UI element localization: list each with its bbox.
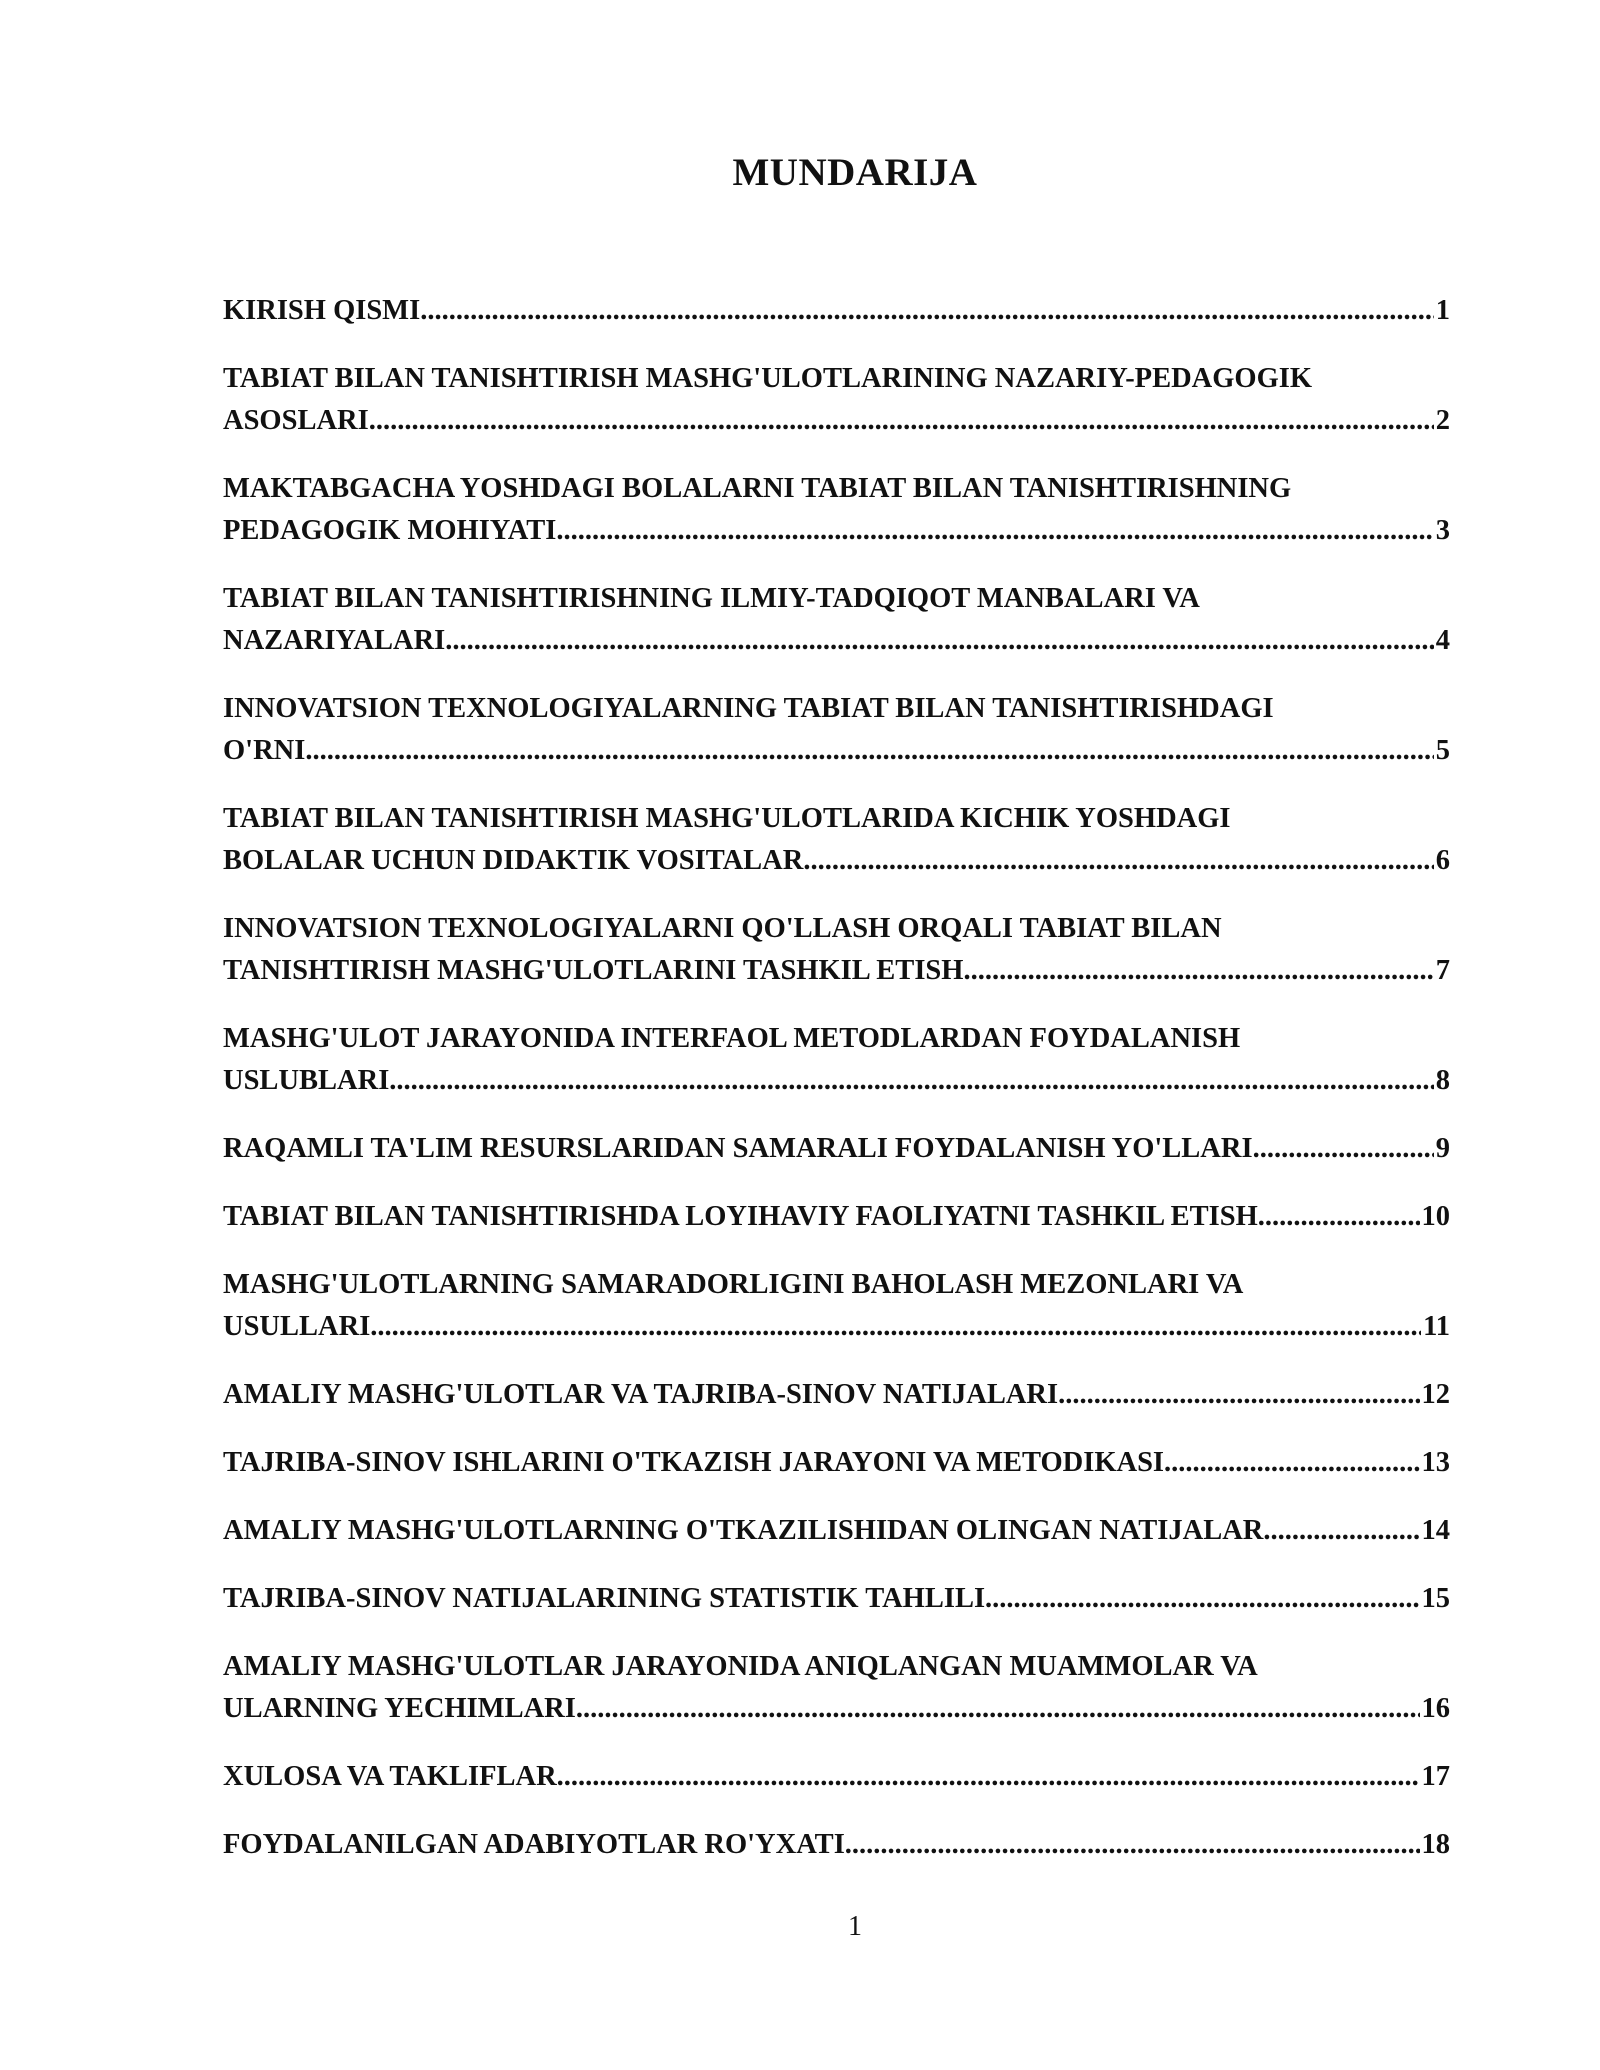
toc-entry <box>223 1374 1450 1416</box>
toc-entry-last-line <box>223 1578 1450 1620</box>
toc-page-number: 17 <box>1421 1761 1450 1792</box>
toc-entry-last-line <box>223 1306 1450 1348</box>
toc-dot-leader <box>985 1578 1419 1620</box>
toc-entry-title-line: MASHG'ULOT JARAYONIDA INTERFAOL METODLARDAN FOYDALANISH <box>223 1023 1241 1054</box>
toc-dot-leader <box>1253 1128 1434 1170</box>
toc-page-number: 6 <box>1435 845 1450 876</box>
toc-entry-last-line <box>223 1442 1450 1484</box>
toc-entry <box>223 1264 1450 1348</box>
toc-entry-title-line: TABIAT BILAN TANISHTIRISHNING ILMIY-TADQIQOT MANBALARI VA <box>223 583 1200 614</box>
toc-page-number: 10 <box>1421 1201 1450 1232</box>
toc-entry-last-line <box>223 840 1450 882</box>
toc-entry-title: TANISHTIRISH MASHG'ULOTLARINI TASHKIL ETISH <box>223 955 964 986</box>
toc-entry <box>223 1646 1450 1730</box>
toc-entry-title: AMALIY MASHG'ULOTLARNING O'TKAZILISHIDAN OLINGAN NATIJALAR <box>223 1515 1264 1546</box>
page-number: 1 <box>848 1911 862 1942</box>
toc-page-number: 12 <box>1421 1379 1450 1410</box>
toc-page-number: 9 <box>1435 1133 1450 1164</box>
toc-dot-leader <box>370 1306 1421 1348</box>
toc-entry-title-line: AMALIY MASHG'ULOTLAR JARAYONIDA ANIQLANGAN MUAMMOLAR VA <box>223 1651 1258 1682</box>
toc-dot-leader <box>1263 1510 1419 1552</box>
toc-entry-title: BOLALAR UCHUN DIDAKTIK VOSITALAR <box>223 845 804 876</box>
toc-entry-title-line: INNOVATSION TEXNOLOGIYALARNI QO'LLASH ORQALI TABIAT BILAN <box>223 913 1222 944</box>
toc-dot-leader <box>445 620 1434 662</box>
toc-entry-last-line <box>223 1128 1450 1170</box>
toc-dot-leader <box>1058 1374 1419 1416</box>
toc-entry <box>223 1018 1450 1102</box>
toc-entry <box>223 358 1450 442</box>
toc-entry-last-line <box>223 1374 1450 1416</box>
table-of-contents <box>223 290 1450 1892</box>
toc-page-number: 1 <box>1435 295 1450 326</box>
toc-entry-last-line <box>223 1060 1450 1102</box>
toc-page-number: 11 <box>1423 1311 1450 1342</box>
toc-dot-leader <box>556 510 1433 552</box>
toc-entry <box>223 688 1450 772</box>
toc-entry-title: ASOSLARI <box>223 405 369 436</box>
toc-entry <box>223 798 1450 882</box>
toc-page-number: 3 <box>1435 515 1450 546</box>
toc-dot-leader <box>420 290 1434 332</box>
toc-entry-title: FOYDALANILGAN ADABIYOTLAR RO'YXATI <box>223 1829 845 1860</box>
toc-entry-title-line: TABIAT BILAN TANISHTIRISH MASHG'ULOTLARINING NAZARIY-PEDAGOGIK <box>223 363 1313 394</box>
toc-entry-title: TABIAT BILAN TANISHTIRISHDA LOYIHAVIY FAOLIYATNI TASHKIL ETISH <box>223 1201 1258 1232</box>
toc-page-number: 8 <box>1435 1065 1450 1096</box>
toc-page-number: 14 <box>1421 1515 1450 1546</box>
toc-entry-title-line: MAKTABGACHA YOSHDAGI BOLALARNI TABIAT BILAN TANISHTIRISHNING <box>223 473 1292 504</box>
toc-entry-last-line <box>223 950 1450 992</box>
toc-entry-title: XULOSA VA TAKLIFLAR <box>223 1761 557 1792</box>
toc-entry-title: USLUBLARI <box>223 1065 390 1096</box>
toc-entry-last-line <box>223 1756 1450 1798</box>
toc-entry-last-line <box>223 400 1450 442</box>
toc-entry-last-line <box>223 1196 1450 1238</box>
toc-entry-title: TAJRIBA-SINOV NATIJALARINING STATISTIK TAHLILI <box>223 1583 986 1614</box>
toc-entry-title: USULLARI <box>223 1311 371 1342</box>
toc-entry <box>223 290 1450 332</box>
toc-entry-last-line <box>223 620 1450 662</box>
toc-page-number: 2 <box>1435 405 1450 436</box>
toc-entry-last-line <box>223 1510 1450 1552</box>
toc-dot-leader <box>803 840 1433 882</box>
toc-entry-title-line: TABIAT BILAN TANISHTIRISH MASHG'ULOTLARIDA KICHIK YOSHDAGI <box>223 803 1231 834</box>
toc-dot-leader <box>369 400 1434 442</box>
toc-dot-leader <box>1164 1442 1419 1484</box>
toc-entry-title-line: INNOVATSION TEXNOLOGIYALARNING TABIAT BILAN TANISHTIRISHDAGI <box>223 693 1274 724</box>
toc-page-number: 16 <box>1421 1693 1450 1724</box>
toc-page-number: 18 <box>1421 1829 1450 1860</box>
toc-entry-last-line <box>223 1688 1450 1730</box>
toc-entry-title: RAQAMLI TA'LIM RESURSLARIDAN SAMARALI FOYDALANISH YO'LLARI <box>223 1133 1253 1164</box>
toc-entry-last-line <box>223 510 1450 552</box>
page-title: MUNDARIJA <box>732 151 978 194</box>
toc-entry-title: KIRISH QISMI <box>223 295 421 326</box>
toc-entry-title: O'RNI <box>223 735 306 766</box>
toc-entry <box>223 1196 1450 1238</box>
toc-dot-leader <box>963 950 1433 992</box>
toc-entry-last-line <box>223 730 1450 772</box>
toc-entry <box>223 578 1450 662</box>
toc-page-number: 7 <box>1435 955 1450 986</box>
toc-entry-last-line <box>223 1824 1450 1866</box>
toc-entry <box>223 468 1450 552</box>
toc-entry <box>223 1128 1450 1170</box>
toc-entry-title: NAZARIYALARI <box>223 625 446 656</box>
toc-entry-title: ULARNING YECHIMLARI <box>223 1693 576 1724</box>
toc-page-number: 15 <box>1421 1583 1450 1614</box>
toc-dot-leader <box>845 1824 1420 1866</box>
toc-entry <box>223 1442 1450 1484</box>
toc-dot-leader <box>1258 1196 1420 1238</box>
toc-dot-leader <box>576 1688 1420 1730</box>
toc-dot-leader <box>305 730 1433 772</box>
toc-entry-last-line <box>223 290 1450 332</box>
toc-entry-title-line: MASHG'ULOTLARNING SAMARADORLIGINI BAHOLASH MEZONLARI VA <box>223 1269 1244 1300</box>
toc-entry <box>223 1510 1450 1552</box>
toc-page-number: 4 <box>1435 625 1450 656</box>
toc-entry <box>223 1756 1450 1798</box>
toc-entry <box>223 1578 1450 1620</box>
toc-dot-leader <box>557 1756 1420 1798</box>
toc-entry-title: PEDAGOGIK MOHIYATI <box>223 515 557 546</box>
toc-entry-title: TAJRIBA-SINOV ISHLARINI O'TKAZISH JARAYONI VA METODIKASI <box>223 1447 1165 1478</box>
toc-page-number: 13 <box>1421 1447 1450 1478</box>
toc-entry <box>223 1824 1450 1866</box>
toc-page-number: 5 <box>1435 735 1450 766</box>
toc-entry <box>223 908 1450 992</box>
toc-dot-leader <box>389 1060 1433 1102</box>
toc-entry-title: AMALIY MASHG'ULOTLAR VA TAJRIBA-SINOV NATIJALARI <box>223 1379 1059 1410</box>
